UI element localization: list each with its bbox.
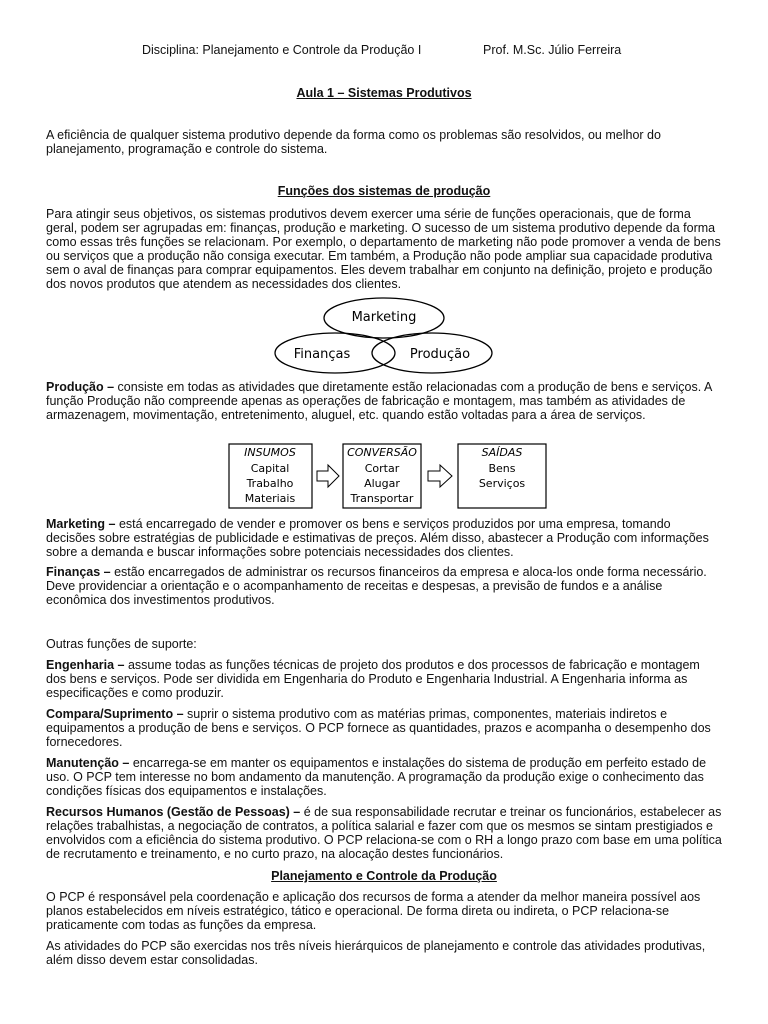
flow-arrow-1 [317, 465, 339, 487]
venn-label-marketing: Marketing [351, 310, 417, 325]
marketing-text: está encarregado de vender e promover os bens e serviços produzidos por uma empresa, tomando decisões sobre estratégias de publicidade e estimativas de preços. Além disso, abastecer a Produção com informações sobre a demanda e buscar informações sobre potenciais necessidades dos clientes. [46, 517, 709, 559]
compra-paragraph [46, 707, 722, 749]
financas-term: Finanças – [46, 565, 111, 579]
flow-diagram [228, 442, 548, 512]
flow-item: Serviços [478, 477, 526, 490]
producao-paragraph [46, 380, 722, 422]
flow-item: Trabalho [246, 477, 294, 490]
producao-text: consiste em todas as atividades que diretamente estão relacionadas com a produção de bens e serviços. A função Produção não compreende apenas as operações de fabricação e montagem, mas também as atividades de armazenagem, movimentação, entretenimento, aluguel, etc. quando estão voltadas para a área de serviços. [46, 380, 712, 422]
flow-title-saidas: SAÍDAS [481, 446, 523, 459]
flow-item: Cortar [364, 462, 400, 475]
rh-paragraph [46, 805, 722, 861]
pcp-paragraph-2: As atividades do PCP são exercidas nos três níveis hierárquicos de planejamento e controle das atividades produtivas, além disso devem estar consolidadas. [46, 939, 706, 967]
rh-text: é de sua responsabilidade recrutar e treinar os funcionários, estabelecer as relações trabalhistas, a negociação de contratos, a política salarial e fazer com que os mesmos se sintam prestigiados e envolvidos com a eficiência do sistema produtivo. O PCP relaciona-se com o RH a longo prazo com base em uma política de recrutamento e treinamento, e no curto prazo, na alocação destes funcionários. [46, 805, 722, 861]
section-heading-functions: Funções dos sistemas de produção [277, 184, 491, 198]
intro-paragraph: A eficiência de qualquer sistema produtivo depende da forma como os problemas são resolvidos, ou melhor do planejamento, programação e controle do sistema. [46, 128, 661, 156]
flow-item: Alugar [364, 477, 400, 490]
engenharia-term: Engenharia – [46, 658, 125, 672]
financas-text: estão encarregados de administrar os recursos financeiros da empresa e aloca-los onde forma necessário. Deve providenciar a orientação e o acompanhamento de receitas e despesas, a previsão de fundos e a análise econômica dos investimentos produtivos. [46, 565, 707, 607]
functions-paragraph: Para atingir seus objetivos, os sistemas produtivos devem exercer uma série de funções operacionais, que de forma geral, podem ser agrupadas em: finanças, produção e marketing. O sucesso de um sistema produtivo depende da forma como essas três funções se relacionam. Por exemplo, o departamento de marketing não pode promover a venda de bens ou serviços que a produção não consiga executar. Em também, a Produção não pode ampliar sua capacidade produtiva sem o aval de finanças para comprar equipamentos. Eles devem trabalhar em conjunto na definição, projeto e produção dos novos produtos que atendem as necessidades dos clientes. [46, 207, 721, 291]
engenharia-text: assume todas as funções técnicas de projeto dos produtos e dos processos de fabricação e montagem dos bens e serviços. Pode ser dividida em Engenharia do Produto e Engenharia Industrial. A Engenharia informa as especificações e como produzir. [46, 658, 700, 700]
discipline-label: Disciplina: Planejamento e Controle da Produção I [142, 43, 422, 57]
lesson-title: Aula 1 – Sistemas Produtivos [296, 86, 472, 100]
manutencao-term: Manutenção – [46, 756, 130, 770]
venn-diagram [270, 296, 500, 374]
flow-item: Transportar [350, 492, 414, 505]
flow-item: Materiais [244, 492, 296, 505]
flow-title-conversao: CONVERSÃO [347, 446, 417, 459]
manutencao-paragraph [46, 756, 722, 798]
engenharia-paragraph [46, 658, 722, 700]
section-heading-pcp: Planejamento e Controle da Produção [271, 869, 497, 883]
flow-item: Capital [250, 462, 290, 475]
manutencao-text: encarrega-se em manter os equipamentos e instalações do sistema de produção em perfeito estado de uso. O PCP tem interesse no bom andamento da manutenção. A programação da produção exige o conhecimento das condições físicas dos equipamentos e instalações. [46, 756, 707, 798]
producao-term: Produção – [46, 380, 115, 394]
financas-paragraph [46, 565, 722, 607]
marketing-term: Marketing – [46, 517, 116, 531]
rh-term: Recursos Humanos (Gestão de Pessoas) – [46, 805, 301, 819]
marketing-paragraph [46, 517, 722, 559]
venn-label-producao: Produção [409, 347, 471, 362]
professor-label: Prof. M.Sc. Júlio Ferreira [483, 43, 622, 57]
flow-item: Bens [488, 462, 516, 475]
outras-label: Outras funções de suporte: [46, 637, 197, 651]
flow-title-insumos: INSUMOS [244, 446, 296, 459]
compra-term: Compara/Suprimento – [46, 707, 184, 721]
compra-text: suprir o sistema produtivo com as matérias primas, componentes, materiais indiretos e equipamentos a produção de bens e serviços. O PCP fornece as quantidades, prazos e acompanha o desempenho dos fornecedores. [46, 707, 711, 749]
pcp-paragraph-1: O PCP é responsável pela coordenação e aplicação dos recursos de forma a atender da melhor maneira possível aos planos estabelecidos em níveis estratégico, tático e operacional. De forma direta ou indireta, o PCP relaciona-se praticamente com todas as funções da empresa. [46, 890, 701, 932]
venn-label-financas: Finanças [293, 347, 351, 362]
flow-arrow-2 [428, 465, 452, 487]
